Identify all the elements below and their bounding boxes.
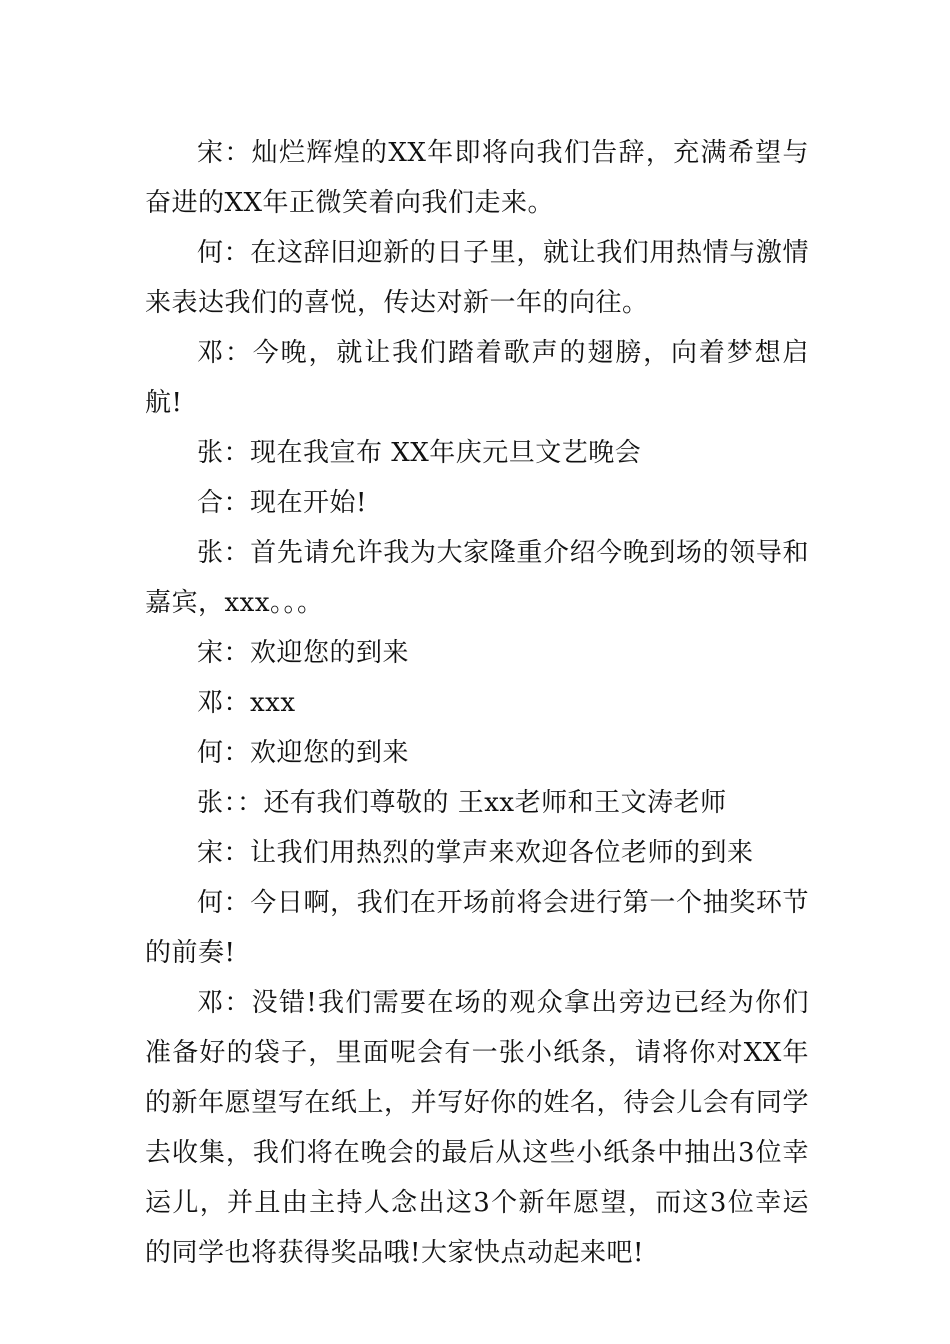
- paragraph-he-opening: 何：在这辞旧迎新的日子里，就让我们用热情与激情来表达我们的喜悦，传达对新一年的向往。: [145, 238, 809, 318]
- paragraph-zhang-guests: 张：首先请允许我为大家隆重介绍今晚到场的领导和嘉宾，xxx。。。: [145, 538, 809, 618]
- paragraph-song-opening: 宋：灿烂辉煌的XX年即将向我们告辞，充满希望与奋进的XX年正微笑着向我们走来。: [145, 138, 809, 218]
- paragraph-deng-xxx: 邓：xxx: [197, 688, 296, 718]
- paragraph-he-welcome: 何：欢迎您的到来: [197, 738, 410, 768]
- paragraph-he-lottery: 何：今日啊，我们在开场前将会进行第一个抽奖环节的前奏!: [145, 888, 809, 968]
- paragraph-zhang-teachers: 张：：还有我们尊敬的 王xx老师和王文涛老师: [197, 788, 727, 818]
- paragraph-song-welcome: 宋：欢迎您的到来: [197, 638, 410, 668]
- document-body: [145, 128, 809, 1278]
- paragraph-together-start: 合：现在开始!: [197, 488, 367, 518]
- paragraph-zhang-announce: 张：现在我宣布 XX年庆元旦文艺晚会: [197, 438, 642, 468]
- paragraph-deng-tonight: 邓：今晚，就让我们踏着歌声的翅膀，向着梦想启航!: [145, 338, 809, 418]
- paragraph-song-applause: 宋：让我们用热烈的掌声来欢迎各位老师的到来: [197, 838, 754, 868]
- paragraph-deng-wishes: 邓：没错!我们需要在场的观众拿出旁边已经为你们准备好的袋子，里面呢会有一张小纸条，请将你对XX年的新年愿望写在纸上，并写好你的姓名，待会儿会有同学去收集，我们将在晚会的最后从这些小纸条中抽出3位幸运儿，并且由主持人念出这3个新年愿望，而这3位幸运的同学也将获得奖品哦!大家快点动起来吧!: [145, 988, 809, 1268]
